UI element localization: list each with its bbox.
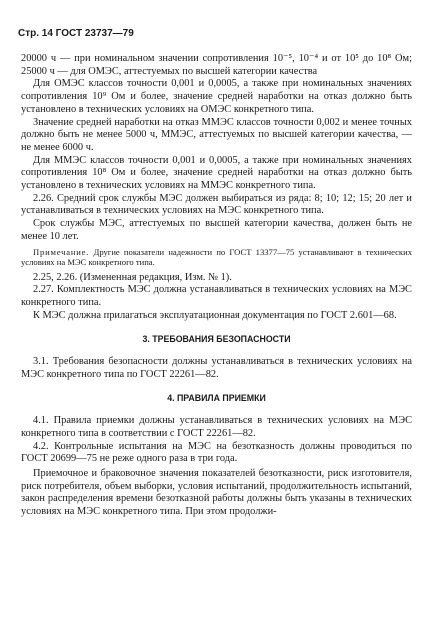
- section-3-title: 3. ТРЕБОВАНИЯ БЕЗОПАСНОСТИ: [142, 334, 291, 345]
- paragraph-acceptance-values: Приемочное и браковочное значения показателей безотказности, риск изготовителя, риск потребителя, объем выборки, условия испытаний, продолжительность испытаний, закон распределения времени безотказной работы должны быть указаны в технических условиях на МЭС конкретного типа. При этом продолжи-: [21, 467, 412, 518]
- note-text: Другие показатели надежности по ГОСТ 13377—75 устанавливают в технических условиях на МЭС конкретного типа.: [21, 246, 412, 268]
- paragraph-2-26: 2.26. Средний срок службы МЭС должен выбираться из ряда: 8; 10; 12; 15; 20 лет и устанавливаться в технических условиях на МЭС конкретного типа.: [21, 192, 412, 217]
- paragraph-hours: 20000 ч — при номинальном значении сопротивления 10⁻⁵, 10⁻⁴ и от 10⁵ до 10⁸ Ом; 25000 ч — для ОМЭС, аттестуемых по высшей категории качества: [21, 53, 412, 77]
- paragraph-2-27: 2.27. Комплектность МЭС должна устанавливаться в технических условиях на МЭС конкретного типа.: [21, 284, 412, 308]
- note: [21, 247, 412, 268]
- paragraph-mmes-accuracy: Для ММЭС классов точности 0,001 и 0,0005, а также при номинальных значениях сопротивления 10⁸ Ом и более, значение средней наработки на отказ должно быть установлено в технических условиях на ММЭС конкретного типа.: [21, 154, 412, 192]
- paragraph-service-life: Срок службы МЭС, аттестуемых по высшей категории качества, должен быть не менее 10 лет.: [21, 218, 412, 242]
- paragraph-documentation: К МЭС должна прилагаться эксплуатационная документация по ГОСТ 2.601—68.: [33, 309, 397, 321]
- page-header: Стр. 14 ГОСТ 23737—79: [18, 28, 134, 39]
- paragraph-3-1: 3.1. Требования безопасности должны устанавливаться в технических условиях на МЭС конкретного типа по ГОСТ 22261—82.: [21, 356, 412, 380]
- paragraph-amendment: 2.25, 2.26. (Измененная редакция, Изм. № 1).: [33, 271, 232, 283]
- paragraph-4-1: 4.1. Правила приемки должны устанавливаться в технических условиях на МЭС конкретного типа в соответствии с ГОСТ 22261—82.: [21, 415, 412, 439]
- paragraph-omes-accuracy: Для ОМЭС классов точности 0,001 и 0,0005, а также при номинальных значениях сопротивления 10⁹ Ом и более, значение средней наработки на отказ должно быть установлено в технических условиях на ОМЭС конкретного типа.: [21, 78, 412, 115]
- section-4-title: 4. ПРАВИЛА ПРИЕМКИ: [167, 393, 266, 404]
- paragraph-4-2: 4.2. Контрольные испытания на МЭС на безотказность должны проводиться по ГОСТ 20699—75 не реже одного раза в три года.: [21, 440, 412, 465]
- document-body: [21, 53, 412, 519]
- note-label: Примечание.: [33, 246, 90, 257]
- paragraph-mmes-mtbf: Значение средней наработки на отказ ММЭС классов точности 0,002 и менее точных должно быть не менее 5000 ч, ММЭС, аттестуемых по высшей категории качества, — не менее 6000 ч.: [21, 116, 412, 153]
